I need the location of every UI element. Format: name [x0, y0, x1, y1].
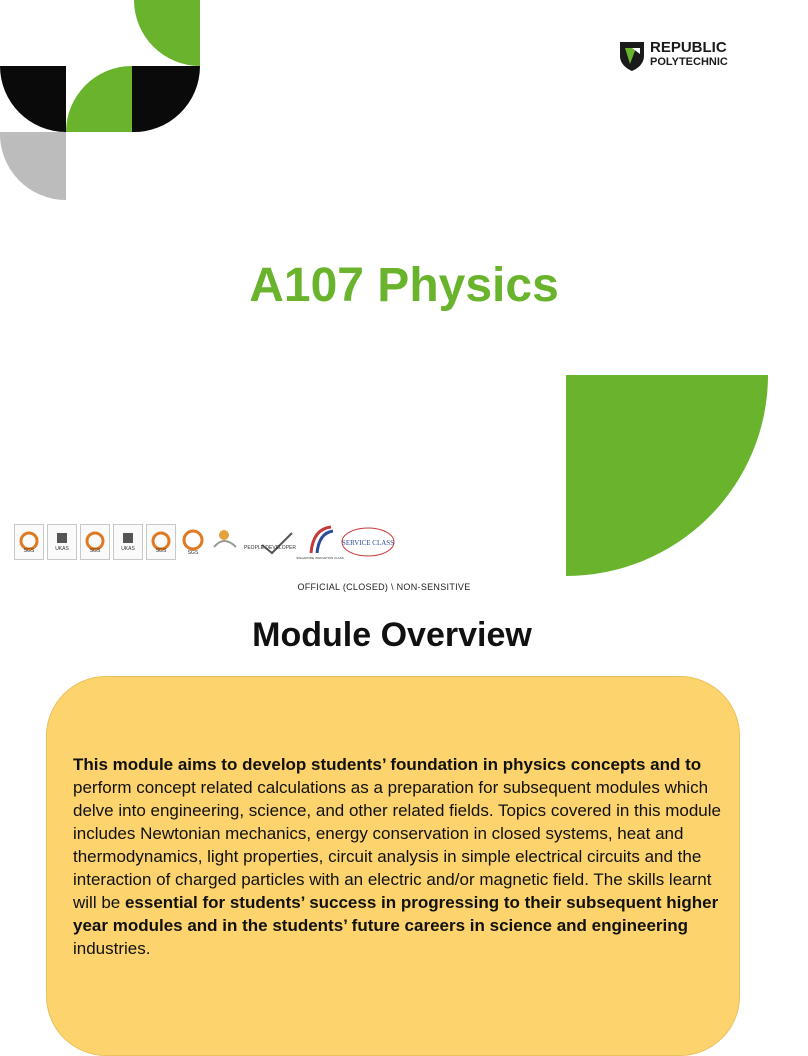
sgs-icon	[150, 531, 172, 553]
logo-line1: REPUBLIC	[650, 39, 727, 56]
logo-line2: POLYTECHNIC	[650, 56, 728, 68]
overview-paragraph	[73, 753, 733, 960]
green-corner-shape	[566, 375, 768, 576]
svg-text:UKAS: UKAS	[55, 546, 69, 552]
people-developer-logo	[210, 525, 300, 559]
logo-text	[650, 41, 728, 69]
ukas-cert-badge	[113, 524, 143, 560]
svg-text:SGS: SGS	[23, 548, 35, 554]
service-class-logo	[340, 525, 396, 559]
overview-heading: Module Overview	[252, 616, 532, 654]
innovation-class-logo	[296, 523, 344, 561]
decorative-shapes	[0, 0, 205, 205]
svg-text:SGS: SGS	[155, 548, 167, 554]
shield-icon	[618, 40, 646, 72]
svg-text:SINGAPORE INNOVATION CLASS: SINGAPORE INNOVATION CLASS	[296, 556, 344, 560]
sgs-cert-badge	[80, 524, 110, 560]
svg-text:SGS: SGS	[89, 548, 101, 554]
overview-card	[46, 676, 740, 1056]
ukas-cert-badge	[47, 524, 77, 560]
ukas-icon	[51, 531, 73, 553]
classification-label: OFFICIAL (CLOSED) \ NON-SENSITIVE	[297, 582, 471, 592]
certification-logos	[14, 522, 396, 562]
module-title: A107 Physics	[249, 259, 559, 312]
sgs-cert-badge	[179, 525, 207, 559]
svg-text:UKAS: UKAS	[121, 546, 135, 552]
svg-text:PEOPLE DEVELOPER: PEOPLE DEVELOPER	[244, 545, 296, 551]
ukas-icon	[117, 531, 139, 553]
sgs-icon	[18, 531, 40, 553]
sgs-cert-badge	[14, 524, 44, 560]
svg-text:SERVICE CLASS: SERVICE CLASS	[341, 539, 395, 547]
overview-slide	[0, 576, 768, 1024]
sgs-icon	[84, 531, 106, 553]
paragraph-end: industries.	[73, 939, 151, 958]
paragraph-bold-conclusion: essential for students’ success in progressing to their subsequent higher year modules and in the students’ future careers in science and engineering	[73, 893, 719, 935]
paragraph-bold-intro: This module aims to develop students’ foundation in physics concepts and to	[73, 755, 702, 774]
paragraph-body: perform concept related calculations as a preparation for subsequent modules which delve into engineering, science, and other related fields. Topics covered in this module includes Newtonian mechanics, energy conservation in closed systems, heat and thermodynamics, light properties, circuit analysis in simple electrical circuits and the interaction of charged particles with an electric and/or magnetic field. The skills learnt will be	[73, 778, 721, 912]
republic-polytechnic-logo	[618, 40, 738, 74]
svg-text:SGS: SGS	[187, 550, 199, 556]
sgs-cert-badge	[146, 524, 176, 560]
sgs-icon	[180, 529, 206, 555]
